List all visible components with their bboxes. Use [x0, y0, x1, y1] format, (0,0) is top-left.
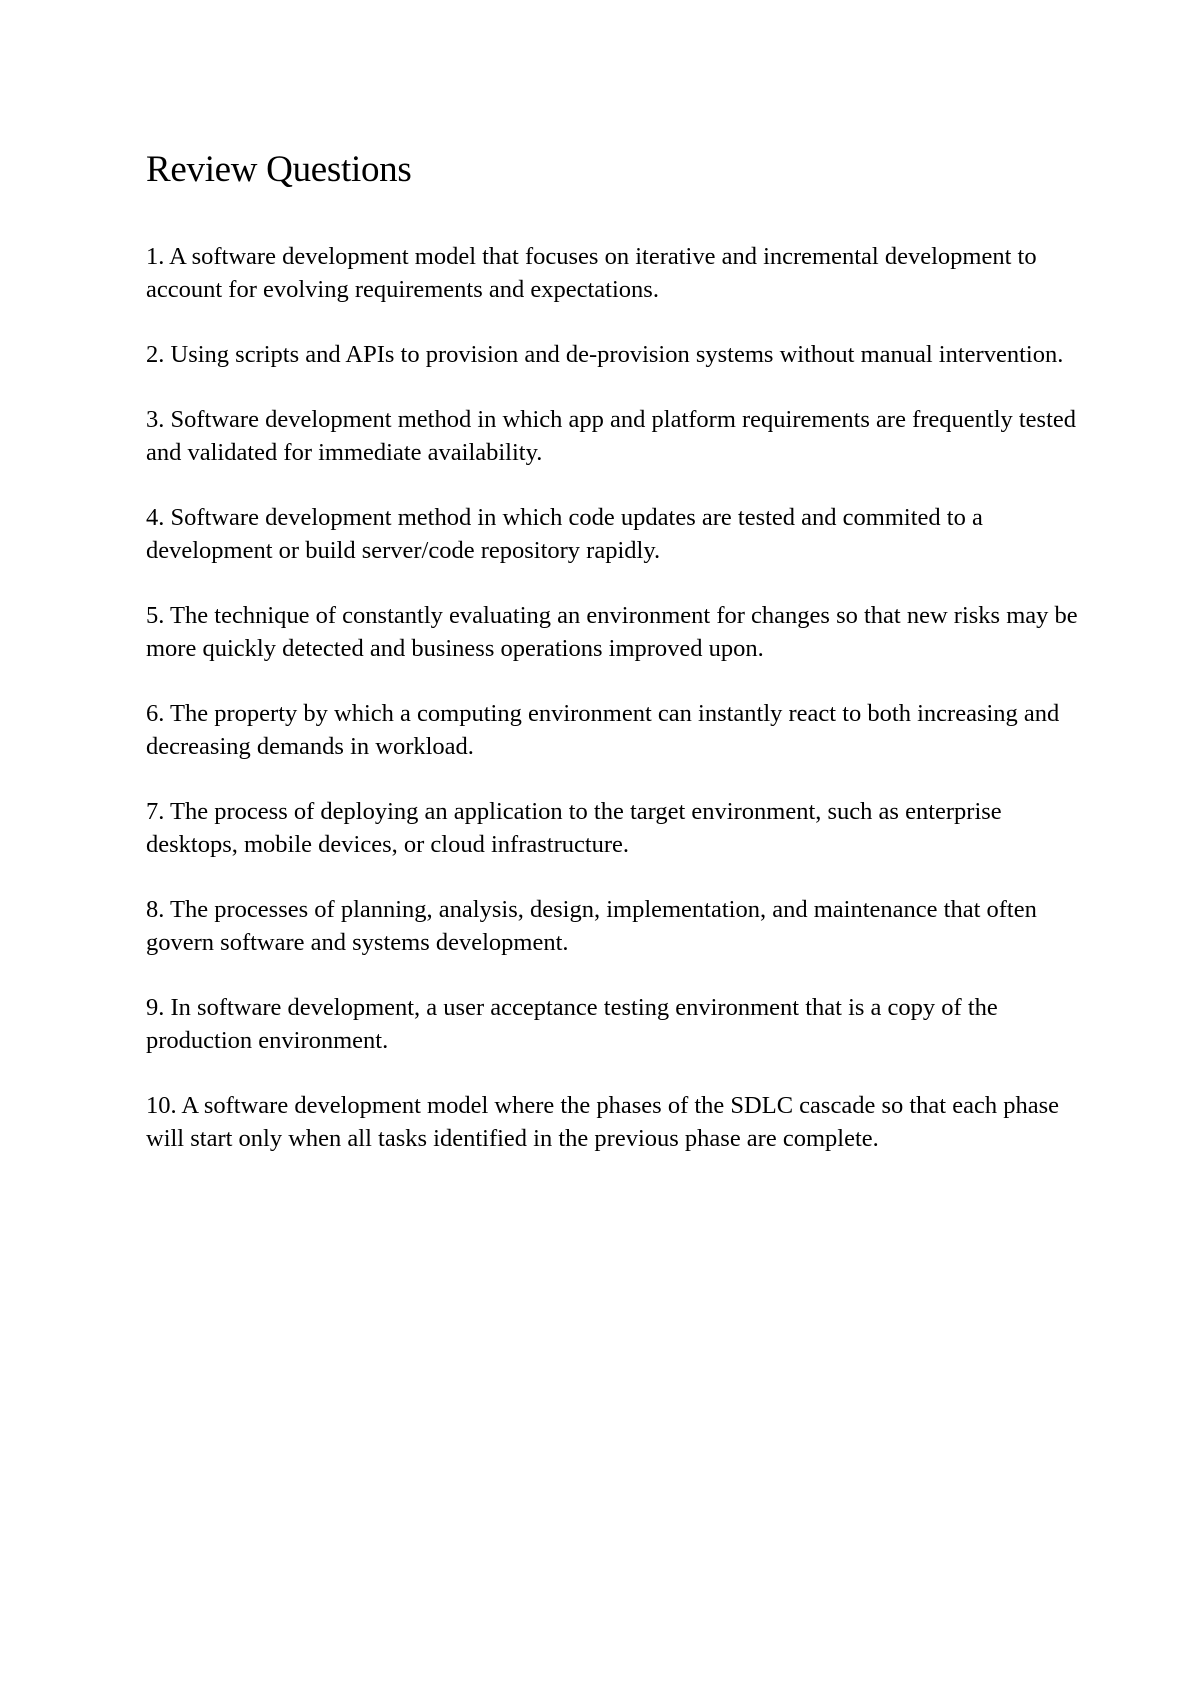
question-item-1: 1. A software development model that focuses on iterative and incremental development to account for evolving requirements and expectations.	[146, 243, 1037, 303]
question-item-2: 2. Using scripts and APIs to provision and de-provision systems without manual intervention.	[146, 341, 1064, 368]
question-item-5: 5. The technique of constantly evaluating an environment for changes so that new risks may be more quickly detected and business operations improved upon.	[146, 602, 1078, 662]
question-list	[146, 240, 1086, 1187]
question-item-6: 6. The property by which a computing environment can instantly react to both increasing and decreasing demands in workload.	[146, 700, 1060, 760]
question-item-3: 3. Software development method in which app and platform requirements are frequently tested and validated for immediate availability.	[146, 406, 1077, 466]
question-item-4: 4. Software development method in which code updates are tested and commited to a development or build server/code repository rapidly.	[146, 504, 983, 564]
question-item-10: 10. A software development model where the phases of the SDLC cascade so that each phase will start only when all tasks identified in the previous phase are complete.	[146, 1092, 1060, 1152]
question-item-9: 9. In software development, a user acceptance testing environment that is a copy of the production environment.	[146, 994, 998, 1054]
page-title: Review Questions	[146, 149, 412, 190]
question-item-7: 7. The process of deploying an application to the target environment, such as enterprise desktops, mobile devices, or cloud infrastructure.	[146, 798, 1002, 858]
question-item-8: 8. The processes of planning, analysis, design, implementation, and maintenance that often govern software and systems development.	[146, 896, 1037, 956]
